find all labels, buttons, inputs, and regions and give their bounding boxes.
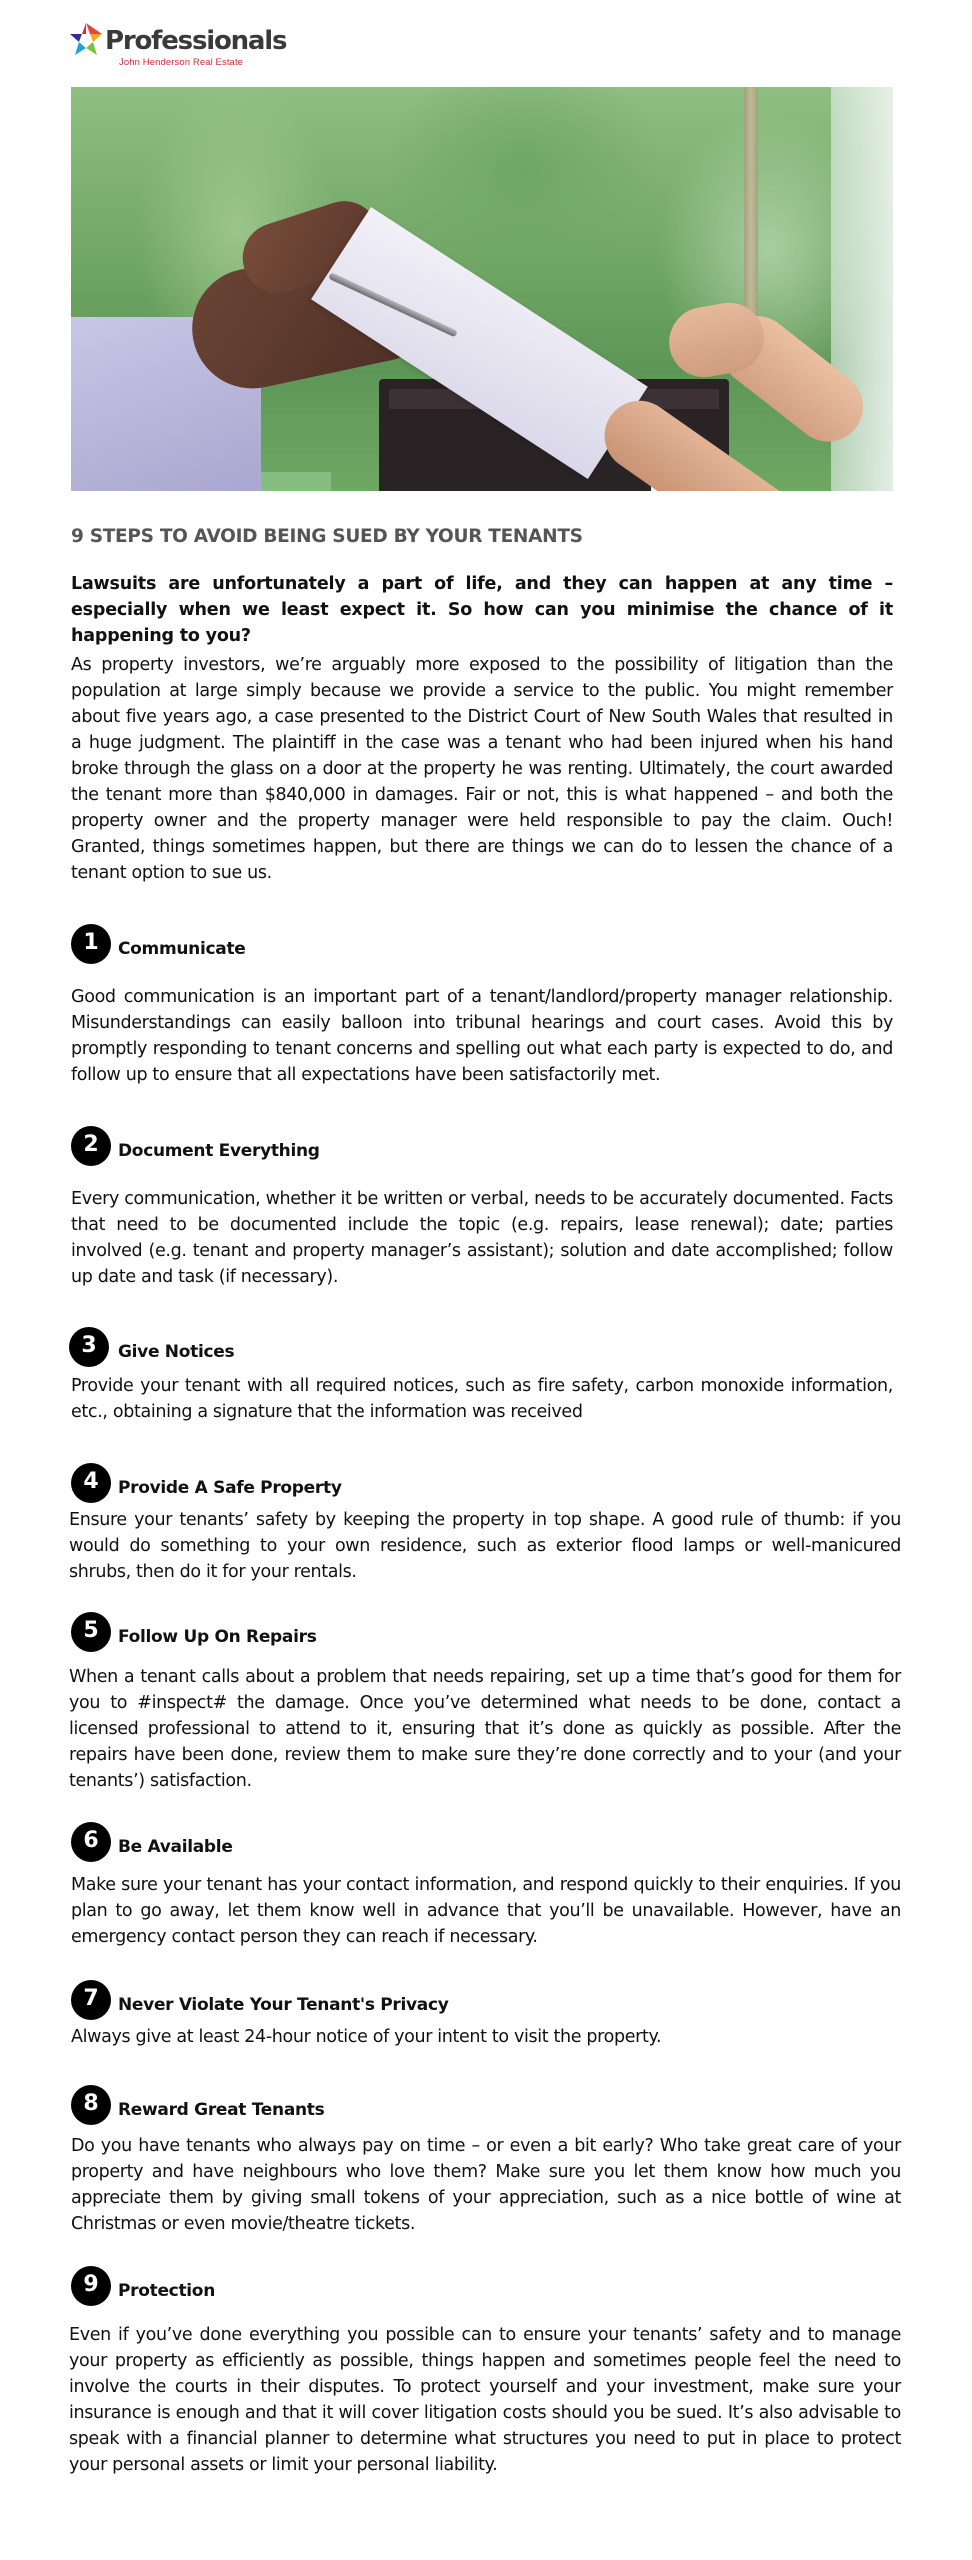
step-8 (71, 2085, 901, 2237)
step-heading-row (71, 1463, 901, 1505)
step-9 (71, 2266, 901, 2478)
step-4 (71, 1463, 901, 1585)
step-heading: Document Everything (118, 1141, 320, 1161)
step-body: Always give at least 24-hour notice of your intent to visit the property. (71, 2027, 662, 2047)
step-heading: Give Notices (118, 1342, 235, 1362)
step-number-badge: 8 (71, 2085, 111, 2125)
step-6 (71, 1822, 901, 1950)
step-1 (71, 924, 893, 1088)
step-7 (71, 1980, 901, 2050)
step-heading-row (71, 1980, 901, 2022)
step-heading: Communicate (118, 939, 246, 959)
step-body: Ensure your tenants’ safety by keeping the property in top shape. A good rule of thumb: if you would do something to your own residence, such as exterior flood lamps or well-manicured shrubs, then do it for your rentals. (69, 1510, 901, 1582)
step-heading: Protection (118, 2281, 215, 2301)
step-heading-row (71, 2085, 901, 2127)
step-heading-row (71, 924, 893, 966)
step-body: Provide your tenant with all required notices, such as fire safety, carbon monoxide information, etc., obtaining a signature that the information was received (71, 1376, 893, 1422)
step-number-badge: 4 (71, 1463, 111, 1503)
step-heading-row (71, 1612, 901, 1654)
step-heading: Never Violate Your Tenant's Privacy (118, 1995, 449, 2015)
multicolor-star-icon (68, 22, 104, 56)
step-body: Every communication, whether it be written or verbal, needs to be accurately documented. Facts that need to be documented include the topic (e.g. repairs, lease renewal); date; parties involved (e.g. tenant and property manager’s assistant); solution and date accomplished; follow up date and task (if necessary). (71, 1189, 893, 1287)
step-heading-row (71, 1126, 893, 1168)
step-body: When a tenant calls about a problem that needs repairing, set up a time that’s good for them for you to #inspect# the damage. Once you’ve determined what needs to be done, contact a licensed professional to attend to it, ensuring that it’s done as quickly as possible. After the repairs have been done, review them to make sure they’re done correctly and to your (and your tenants’) satisfaction. (69, 1667, 901, 1791)
step-heading-row (71, 2266, 901, 2308)
step-heading: Reward Great Tenants (118, 2100, 325, 2120)
step-body: Make sure your tenant has your contact information, and respond quickly to their enquiries. If you plan to go away, let them know well in advance that you’ll be unavailable. However, have an emergency contact person they can reach if necessary. (71, 1875, 901, 1947)
step-number-badge: 3 (69, 1327, 109, 1367)
brand-subtitle: John Henderson Real Estate (119, 57, 244, 68)
step-number-badge: 1 (71, 924, 111, 964)
step-number-badge: 5 (71, 1612, 111, 1652)
step-number-badge: 6 (71, 1822, 111, 1862)
brand-name: Professionals (105, 26, 287, 56)
article-title: 9 STEPS TO AVOID BEING SUED BY YOUR TENANTS (71, 526, 583, 547)
article-intro: As property investors, we’re arguably more exposed to the possibility of litigation than the population at large simply because we provide a service to the public. You might remember about five years ago, a case presented to the District Court of New South Wales that resulted in a huge judgment. The plaintiff in the case was a tenant who had been injured when his hand broke through the glass on a door at the property he was renting. Ultimately, the court awarded the tenant more than $840,000 in damages. Fair or not, this is what happened – and both the property owner and the property manager were held responsible to pay the claim. Ouch! Granted, things sometimes happen, but there are things we can do to lessen the chance of a tenant option to sue us. (71, 655, 893, 883)
company-logo (68, 20, 287, 72)
step-body: Even if you’ve done everything you possible can to ensure your tenants’ safety and to manage your property as efficiently as possible, things happen and sometimes people feel the need to involve the courts in their disputes. To protect yourself and your investment, make sure your insurance is enough and that it will cover litigation costs should you be sued. It’s also advisable to speak with a financial planner to determine what structures you need to put in place to protect your personal assets or limit your personal liability. (69, 2325, 901, 2475)
step-heading: Provide A Safe Property (118, 1478, 342, 1498)
step-2 (71, 1126, 893, 1290)
step-5 (71, 1612, 901, 1794)
step-heading-row (69, 1327, 893, 1369)
step-body: Good communication is an important part of a tenant/landlord/property manager relationship. Misunderstandings can easily balloon into tribunal hearings and court cases. Avoid this by promptly responding to tenant concerns and spelling out what each party is expected to do, and follow up to ensure that all expectations have been satisfactorily met. (71, 987, 893, 1085)
step-number-badge: 2 (71, 1126, 111, 1166)
article-lead: Lawsuits are unfortunately a part of life, and they can happen at any time – especially when we least expect it. So how can you minimise the chance of it happening to you? (71, 574, 893, 646)
step-heading: Follow Up On Repairs (118, 1627, 317, 1647)
step-number-badge: 9 (71, 2266, 111, 2306)
step-heading: Be Available (118, 1837, 233, 1857)
step-heading-row (71, 1822, 901, 1864)
hero-photo (71, 87, 893, 491)
step-body: Do you have tenants who always pay on time – or even a bit early? Who take great care of your property and have neighbours who love them? Make sure you let them know how much you appreciate them by giving small tokens of your appreciation, such as a nice bottle of wine at Christmas or even movie/theatre tickets. (71, 2136, 901, 2234)
step-number-badge: 7 (71, 1980, 111, 2020)
step-3 (69, 1327, 893, 1425)
